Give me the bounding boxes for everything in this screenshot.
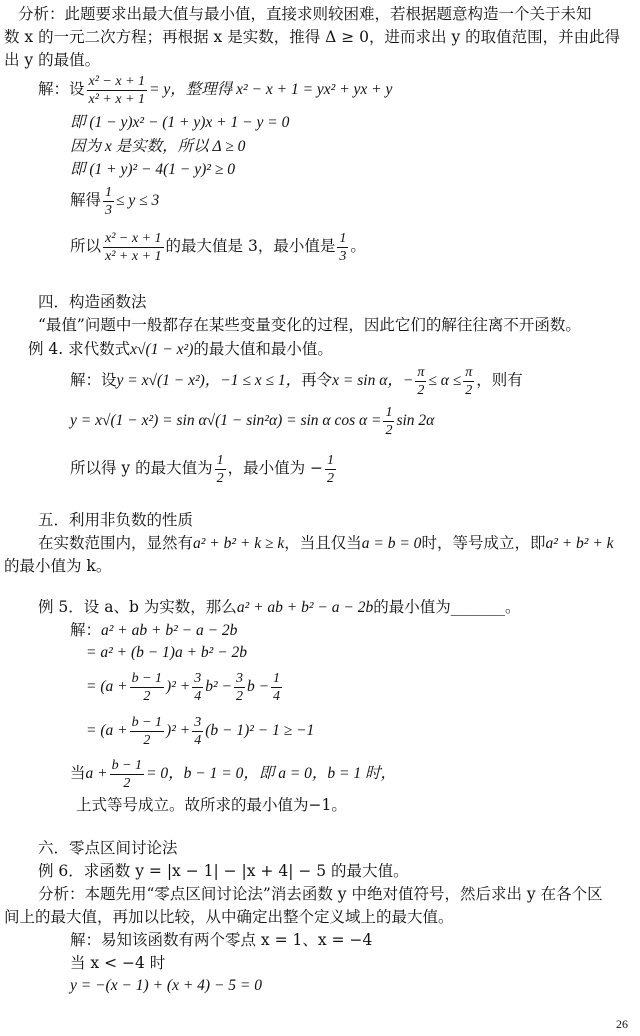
section-4-description: “最值”问题中一般都存在某些变量变化的过程，因此它们的解往往离不开函数。 [38,316,581,334]
intro-line-1: 分析：此题要求出最大值与最小值，直接求则较困难，若根据题意构造一个关于未知 [18,5,592,23]
example-5-step-0: 解：a² + ab + b² − a − 2b [70,621,238,639]
intro-line-3: 出 y 的最值。 [4,51,101,69]
example-6-solution-2: 当 x < −4 时 [70,954,166,972]
solution-1-line-4: 即 (1 + y)² − 4(1 − y)² ≥ 0 [70,161,235,178]
solution-1-line-6: 所以 $\frac{\text{x² − x + 1}}{\text{x² + x + 1}}$ 的最大值是 3，最小值是 $\frac{1}{3}$ 。 [70,230,366,264]
section-5-line-1: 在实数范围内，显然有a² + b² + k ≥ k，当且仅当a = b = 0时，等号成立，即a² + b² + k [38,534,614,552]
section-4-title: 四．构造函数法 [38,293,147,311]
example-5-question: 例 5．设 a、b 为实数，那么a² + ab + b² − a − 2b的最小值为_______。 [38,598,521,616]
solution-1-line-1: 解：设 $\frac{\text{x² − x + 1}}{\text{x² + x + 1}}$ = y，整理得 x² − x + 1 = yx² + yx + y [38,73,393,107]
solution-1-line-5: 解得 $\frac{1}{3}$ ≤ y ≤ 3 [70,184,160,218]
section-6-title: 六．零点区间讨论法 [38,839,178,857]
page-number: 26 [616,1017,628,1031]
example-5-conclusion: 上式等号成立。故所求的最小值为−1。 [76,796,347,814]
example-6-analysis-2: 间上的最大值，再加以比较，从中确定出整个定义域上的最大值。 [4,908,454,926]
section-5-title: 五．利用非负数的性质 [38,511,194,529]
example-5-step-2: = (a + $\frac{b - 1}{2}$ )² + $\frac{3}{4}$ b² − $\frac{3}{2}$ b − $\frac{1}{4}$ [86,670,281,704]
example-4-result: 所以得 y 的最大值为 $\frac{1}{2}$ ，最小值为 − $\frac{1}{2}$ [70,452,335,486]
example-4-setup: 解：设y = x√(1 − x²)，−1 ≤ x ≤ 1，再令x = sin α，− $\frac{\pi}{2}$ ≤ α ≤ $\frac{\pi}{2}$ ，则有 [70,364,523,398]
intro-line-2: 数 x 的一元二次方程；再根据 x 是实数，推得 Δ ≥ 0，进而求出 y 的取值范围，并由此得 [4,28,621,46]
example-6-solution-1: 解：易知该函数有两个零点 x = 1、x = −4 [70,931,373,949]
example-5-step-3: = (a + $\frac{b - 1}{2}$ )² + $\frac{3}{4}$ (b − 1)² − 1 ≥ −1 [86,714,315,748]
example-4-equation: y = x√(1 − x²) = sin α√(1 − sin²α) = sin α cos α = $\frac{1}{2}$ sin 2α [70,404,435,438]
example-4-question: 例 4. 求代数式x√(1 − x²)的最大值和最小值。 [28,340,333,358]
example-5-step-1: = a² + (b − 1)a + b² − 2b [86,644,248,661]
solution-1-line-2: 即 (1 − y)x² − (1 + y)x + 1 − y = 0 [70,114,290,131]
example-6-analysis-1: 分析：本题先用“零点区间讨论法”消去函数 y 中绝对值符号，然后求出 y 在各个区 [38,885,603,903]
example-6-question: 例 6．求函数 y = |x − 1| − |x + 4| − 5 的最大值。 [38,862,409,880]
example-5-condition: 当a + $\frac{b - 1}{2}$ = 0，b − 1 = 0，即 a = 0，b = 1 时， [70,757,396,791]
section-5-line-2: 的最小值为 k。 [4,557,112,575]
solution-1-line-3: 因为 x 是实数，所以 Δ ≥ 0 [70,138,246,155]
example-6-solution-3: y = −(x − 1) + (x + 4) − 5 = 0 [70,977,263,994]
